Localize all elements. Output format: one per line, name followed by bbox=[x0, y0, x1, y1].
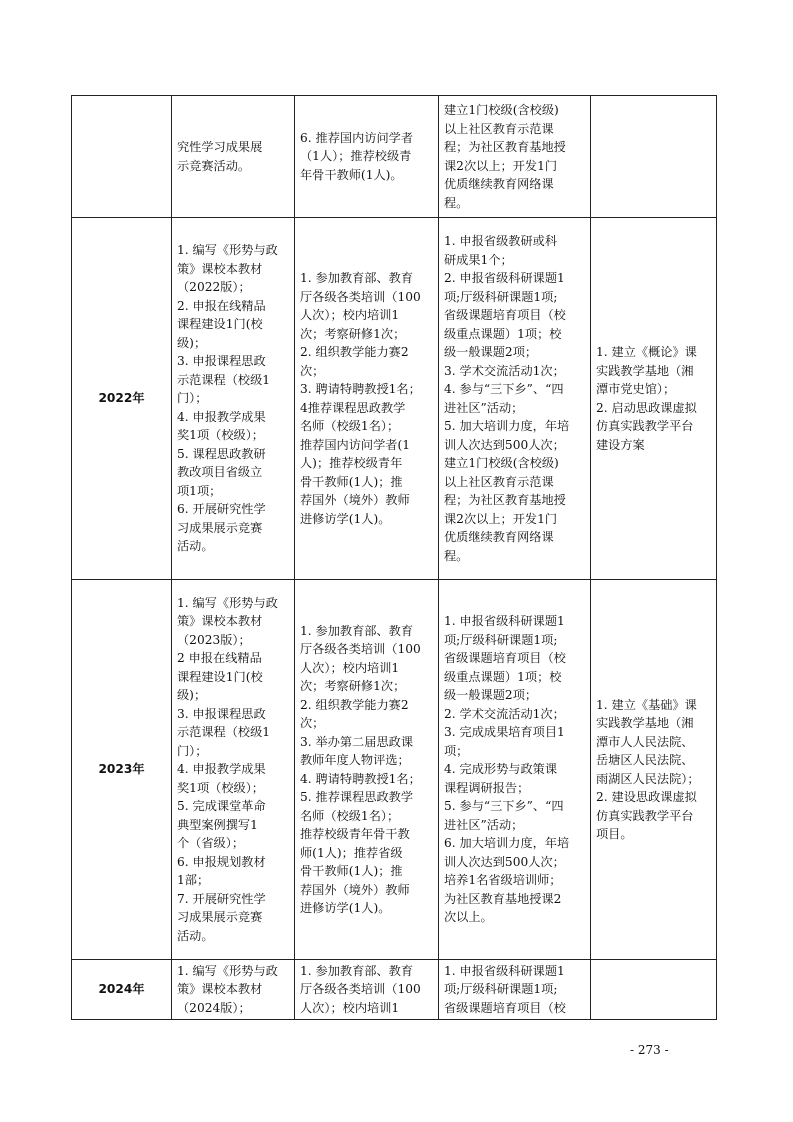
cell-text-line: 级重点课题）1项；校 bbox=[444, 326, 562, 341]
cell-text-line: 级)； bbox=[177, 335, 207, 350]
cell-text-line: 课2次以上；开发1门 bbox=[444, 511, 558, 526]
cell-text-line: 名师（校级1名）； bbox=[300, 419, 400, 433]
cell-text-line: 3. 聘请特聘教授1名； bbox=[300, 382, 421, 396]
cell-text-line: 1. 建立《基础》课 bbox=[596, 697, 697, 712]
page-number: - 273 - bbox=[630, 1043, 669, 1057]
cell-text-line: 人次）；校内培训1 bbox=[300, 660, 400, 675]
cell-text-line: 师(1人)；推荐省级 bbox=[300, 845, 403, 860]
cell-text-line: 1. 编写《形势与政 bbox=[177, 595, 278, 610]
cell-text-line: 年骨干教师(1人)。 bbox=[300, 167, 403, 182]
cell-text-line: 策》课校本教材 bbox=[177, 614, 263, 629]
cell-text-line: 7. 开展研究性学 bbox=[177, 891, 266, 906]
cell-text-line: 为社区教育基地授课2 bbox=[444, 891, 562, 906]
cell-text-line: 1部； bbox=[177, 873, 210, 888]
year-cell: 2024年 bbox=[72, 960, 172, 1020]
cell-text-line: 课2次以上；开发1门 bbox=[444, 158, 558, 173]
cell-text-line: 省级课题培育项目（校 bbox=[444, 651, 566, 666]
cell-text-line: 次；考察研修1次； bbox=[300, 326, 406, 341]
cell-text-line: 骨干教师(1人)；推 bbox=[300, 864, 403, 878]
content-cell-c4 bbox=[591, 960, 717, 1020]
cell-text-line: （2022版）； bbox=[177, 280, 251, 295]
cell-text-line: 究性学习成果展 bbox=[177, 140, 263, 154]
cell-text-line: （1人）；推荐校级青 bbox=[300, 149, 412, 164]
cell-text-line: 省级课题培育项目（校 bbox=[444, 308, 566, 322]
cell-text-line: 建立1门校级(含校级) bbox=[444, 456, 559, 470]
content-cell-c4 bbox=[591, 96, 717, 218]
cell-text-line: 4. 申报教学成果 bbox=[177, 409, 266, 424]
cell-text-line: 项目。 bbox=[596, 827, 633, 841]
cell-text-line: 荐国外（境外）教师 bbox=[300, 882, 410, 897]
cell-text-line: 4. 参与“三下乡”、“四 bbox=[444, 382, 564, 396]
cell-text-line: （2024版）； bbox=[177, 1000, 251, 1015]
cell-text-line: 门）； bbox=[177, 391, 208, 406]
table-row bbox=[72, 960, 717, 1020]
content-cell-c4 bbox=[591, 218, 717, 580]
cell-text-line: 次；考察研修1次； bbox=[300, 679, 406, 693]
cell-text-line: 次以上。 bbox=[444, 910, 493, 925]
cell-text-line: 程。 bbox=[444, 195, 469, 210]
cell-text-line: 雨湖区人民法院）； bbox=[596, 771, 700, 786]
cell-text-line: 实践教学基地（湘 bbox=[596, 716, 694, 730]
cell-text-line: 示竞赛活动。 bbox=[177, 158, 251, 173]
cell-text-line: 示范课程（校级1 bbox=[177, 725, 271, 740]
cell-text-line: 骨干教师(1人)；推 bbox=[300, 474, 403, 489]
cell-text-line: 奖1项（校级）； bbox=[177, 780, 264, 795]
cell-text-line: 2. 建设思政课虚拟 bbox=[596, 790, 697, 804]
cell-text-line: 厅各级各类培训（100 bbox=[300, 642, 421, 656]
cell-text-line: 习成果展示竞赛 bbox=[177, 910, 263, 925]
cell-text-line: 项1项； bbox=[177, 483, 222, 498]
cell-text-line: 名师（校级1名）； bbox=[300, 808, 400, 823]
cell-text-line: 建立1门校级(含校级) bbox=[444, 103, 559, 117]
cell-text-line: 省级课题培育项目（校 bbox=[444, 1000, 566, 1015]
cell-text-line: 2. 启动思政课虚拟 bbox=[596, 400, 697, 415]
cell-text-line: 优质继续教育网络课 bbox=[444, 177, 554, 191]
plan-table bbox=[71, 95, 717, 1020]
cell-text-line: 4. 完成形势与政策课 bbox=[444, 762, 558, 777]
cell-text-line: 1. 申报省级科研课题1 bbox=[444, 963, 565, 978]
cell-text-line: 1. 申报省级科研课题1 bbox=[444, 614, 565, 629]
cell-text-line: 项;厅级科研课题1项; bbox=[444, 632, 558, 647]
cell-text-line: 2 申报在线精品 bbox=[177, 651, 262, 666]
cell-text-line: （2023版）； bbox=[177, 632, 251, 647]
cell-text-line: 策》课校本教材 bbox=[177, 982, 263, 997]
cell-text-line: 3. 举办第二届思政课 bbox=[300, 734, 414, 749]
cell-text-line: 课程调研报告； bbox=[444, 780, 530, 795]
table-row bbox=[72, 580, 717, 960]
cell-text-line: 1. 参加教育部、教育 bbox=[300, 623, 414, 638]
cell-text-line: 2. 学术交流活动1次； bbox=[444, 706, 565, 721]
cell-text-line: 次； bbox=[300, 716, 325, 730]
cell-text-line: 潭市人人民法院、 bbox=[596, 734, 694, 749]
cell-text-line: 岳塘区人民法院、 bbox=[596, 753, 694, 767]
cell-text-line: 项;厅级科研课题1项; bbox=[444, 982, 558, 997]
cell-text-line: 典型案例撰写1 bbox=[177, 817, 258, 832]
cell-text-line: 4. 聘请特聘教授1名； bbox=[300, 771, 421, 786]
cell-text-line: 1. 编写《形势与政 bbox=[177, 243, 278, 258]
cell-text-line: 3. 学术交流活动1次； bbox=[444, 363, 565, 378]
content-cell-c3 bbox=[439, 580, 591, 960]
cell-text-line: 5. 完成课堂革命 bbox=[177, 799, 266, 814]
plan-table-body bbox=[72, 96, 717, 1020]
cell-text-line: 以上社区教育示范课 bbox=[444, 474, 554, 489]
content-cell-c3 bbox=[439, 218, 591, 580]
cell-text-line: 教改项目省级立 bbox=[177, 465, 263, 480]
cell-text-line: 进社区”活动； bbox=[444, 400, 524, 415]
content-cell-c3 bbox=[439, 960, 591, 1020]
cell-text-line: 奖1项（校级）； bbox=[177, 428, 264, 443]
cell-text-line: 3. 申报课程思政 bbox=[177, 706, 266, 721]
content-cell-c4 bbox=[591, 580, 717, 960]
cell-text-line: 6. 开展研究性学 bbox=[177, 502, 266, 517]
cell-text-line: 个（省级）； bbox=[177, 836, 245, 851]
cell-text-line: 教师年度人物评选； bbox=[300, 753, 410, 767]
cell-text-line: 门）； bbox=[177, 743, 208, 758]
year-cell: 2022年 bbox=[72, 218, 172, 580]
content-cell-c2 bbox=[295, 218, 439, 580]
cell-text-line: 仿真实践教学平台 bbox=[596, 808, 694, 823]
cell-text-line: 6. 申报规划教材 bbox=[177, 854, 266, 869]
cell-text-line: 潭市党史馆）； bbox=[596, 382, 676, 396]
cell-text-line: 仿真实践教学平台 bbox=[596, 419, 694, 433]
cell-text-line: 培养1名省级培训师； bbox=[444, 873, 562, 888]
cell-text-line: 级一般课题2项； bbox=[444, 345, 538, 359]
content-cell-c2 bbox=[295, 96, 439, 218]
cell-text-line: 6. 推荐国内访问学者 bbox=[300, 130, 414, 145]
cell-text-line: 研成果1个； bbox=[444, 252, 513, 267]
content-cell-c2 bbox=[295, 960, 439, 1020]
content-cell-c1 bbox=[172, 960, 295, 1020]
cell-text-line: 人)；推荐校级青年 bbox=[300, 456, 403, 470]
content-cell-c2 bbox=[295, 580, 439, 960]
cell-text-line: 建设方案 bbox=[596, 437, 645, 452]
cell-text-line: 4. 申报教学成果 bbox=[177, 762, 266, 777]
cell-text-line: 厅各级各类培训（100 bbox=[300, 982, 421, 997]
cell-text-line: 1. 编写《形势与政 bbox=[177, 963, 278, 978]
cell-text-line: 程。 bbox=[444, 548, 469, 563]
cell-text-line: 训人次达到500人次； bbox=[444, 437, 565, 452]
cell-text-line: 活动。 bbox=[177, 928, 214, 943]
cell-text-line: 6. 加大培训力度，年培 bbox=[444, 836, 570, 851]
cell-text-line: 策》课校本教材 bbox=[177, 261, 263, 276]
cell-text-line: 次； bbox=[300, 363, 325, 378]
cell-text-line: 项； bbox=[444, 743, 469, 758]
cell-text-line: 项;厅级科研课题1项; bbox=[444, 289, 558, 304]
cell-text-line: 2. 组织教学能力赛2 bbox=[300, 697, 409, 712]
cell-text-line: 习成果展示竞赛 bbox=[177, 520, 263, 535]
cell-text-line: 3. 申报课程思政 bbox=[177, 354, 266, 369]
cell-text-line: 级一般课题2项； bbox=[444, 688, 538, 703]
cell-text-line: 示范课程（校级1 bbox=[177, 372, 271, 387]
content-cell-c1 bbox=[172, 218, 295, 580]
cell-text-line: 人次）；校内培训1 bbox=[300, 308, 400, 322]
cell-text-line: 4推荐课程思政教学 bbox=[300, 400, 406, 415]
cell-text-line: 进修访学(1人)。 bbox=[300, 901, 391, 915]
content-cell-c1 bbox=[172, 580, 295, 960]
cell-text-line: 人次）；校内培训1 bbox=[300, 1000, 400, 1015]
cell-text-line: 课程建设1门(校 bbox=[177, 669, 263, 684]
cell-text-line: 训人次达到500人次； bbox=[444, 854, 565, 869]
cell-text-line: 2. 组织教学能力赛2 bbox=[300, 345, 409, 359]
year-cell bbox=[72, 96, 172, 218]
cell-text-line: 5. 课程思政教研 bbox=[177, 446, 266, 461]
table-row bbox=[72, 218, 717, 580]
cell-text-line: 5. 参与“三下乡”、“四 bbox=[444, 799, 564, 814]
table-row bbox=[72, 96, 717, 218]
cell-text-line: 5. 加大培训力度，年培 bbox=[444, 419, 570, 433]
cell-text-line: 级重点课题）1项；校 bbox=[444, 669, 562, 684]
cell-text-line: 推荐校级青年骨干教 bbox=[300, 827, 410, 841]
cell-text-line: 级)； bbox=[177, 688, 207, 703]
cell-text-line: 程；为社区教育基地授 bbox=[444, 140, 566, 154]
cell-text-line: 1. 参加教育部、教育 bbox=[300, 963, 414, 978]
content-cell-c3 bbox=[439, 96, 591, 218]
cell-text-line: 5. 推荐课程思政教学 bbox=[300, 790, 414, 804]
cell-text-line: 优质继续教育网络课 bbox=[444, 530, 554, 544]
cell-text-line: 2. 申报在线精品 bbox=[177, 298, 266, 313]
cell-text-line: 进修访学(1人)。 bbox=[300, 511, 391, 526]
cell-text-line: 3. 完成成果培育项目1 bbox=[444, 725, 565, 740]
cell-text-line: 实践教学基地（湘 bbox=[596, 363, 694, 378]
cell-text-line: 1. 申报省级教研或科 bbox=[444, 234, 558, 248]
cell-text-line: 厅各级各类培训（100 bbox=[300, 289, 421, 304]
cell-text-line: 2. 申报省级科研课题1 bbox=[444, 271, 565, 285]
cell-text-line: 荐国外（境外）教师 bbox=[300, 493, 410, 507]
year-cell: 2023年 bbox=[72, 580, 172, 960]
cell-text-line: 推荐国内访问学者(1 bbox=[300, 437, 411, 452]
content-cell-c1 bbox=[172, 96, 295, 218]
cell-text-line: 1. 参加教育部、教育 bbox=[300, 271, 414, 285]
cell-text-line: 活动。 bbox=[177, 539, 214, 554]
cell-text-line: 1. 建立《概论》课 bbox=[596, 345, 697, 359]
cell-text-line: 以上社区教育示范课 bbox=[444, 121, 554, 136]
cell-text-line: 程；为社区教育基地授 bbox=[444, 493, 566, 507]
cell-text-line: 课程建设1门(校 bbox=[177, 317, 263, 332]
cell-text-line: 进社区”活动； bbox=[444, 817, 524, 832]
